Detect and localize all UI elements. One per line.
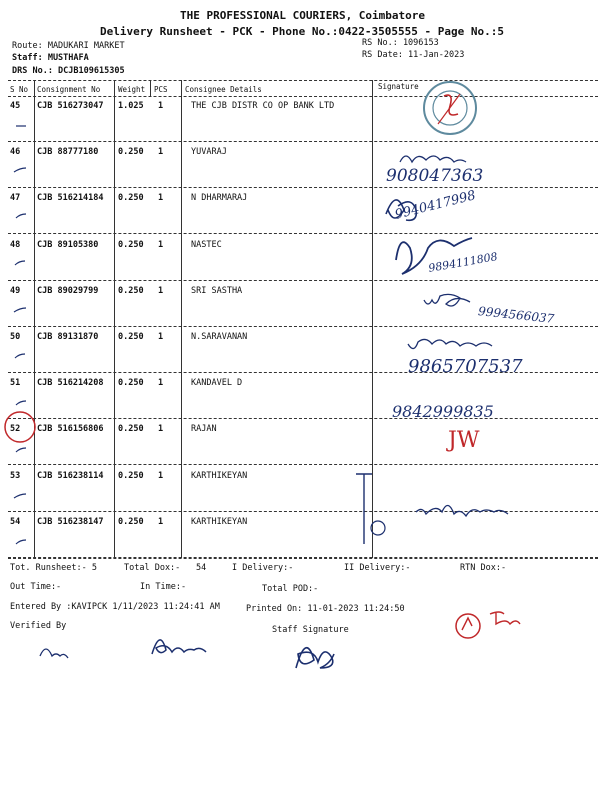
handwritten-phone-50: 9865707537 <box>408 356 523 377</box>
row-pcs: 1 <box>158 471 164 481</box>
total-dox-value: 54 <box>196 563 207 573</box>
row-sno: 54 <box>10 517 21 527</box>
verifier-signature <box>40 649 68 658</box>
row-sno: 51 <box>10 378 21 388</box>
row-sno: 46 <box>10 147 21 157</box>
signature-49 <box>424 294 470 306</box>
row-sno: 47 <box>10 193 21 203</box>
row-sno: 45 <box>10 101 21 111</box>
total-dox-label: Total Dox:- <box>124 563 181 573</box>
runsheet-subtitle: Delivery Runsheet - PCK - Phone No.:0422-3505555 - Page No.:5 <box>100 25 504 38</box>
col-signature: Signature <box>378 82 419 91</box>
row-sno: 53 <box>10 471 21 481</box>
row-consignee: KARTHIKEYAN <box>191 471 248 481</box>
in-time: In Time:- <box>140 582 187 592</box>
row-weight: 0.250 <box>118 332 144 342</box>
row-pcs: 1 <box>158 240 164 250</box>
row-pcs: 1 <box>158 286 164 296</box>
staff-label: Staff: MUSTHAFA <box>12 53 89 63</box>
row-pcs: 1 <box>158 193 164 203</box>
signature-47 <box>386 200 416 220</box>
signature-46 <box>400 156 466 162</box>
handwritten-phone-46: 908047363 <box>386 166 484 186</box>
row-consignee: RAJAN <box>191 424 217 434</box>
tot-runsheet: Tot. Runsheet:- 5 <box>10 563 97 573</box>
ii-delivery: II Delivery:- <box>344 563 411 573</box>
row-pcs: 1 <box>158 147 164 157</box>
total-pod: Total POD:- <box>262 584 319 594</box>
row-consignee: NASTEC <box>191 240 222 250</box>
row-consignment-no: CJB 88777180 <box>37 147 99 157</box>
row-sno: 48 <box>10 240 21 250</box>
col-sno: S No <box>10 85 29 94</box>
row-consignment-no: CJB 516273047 <box>37 101 104 111</box>
row-consignment-no: CJB 516238114 <box>37 471 104 481</box>
company-title: THE PROFESSIONAL COURIERS, Coimbatore <box>180 9 426 22</box>
row-consignment-no: CJB 89105380 <box>37 240 99 250</box>
row-consignment-no: CJB 516214184 <box>37 193 104 203</box>
entered-by: Entered By :KAVIPCK 1/11/2023 11:24:41 AM <box>10 602 220 612</box>
i-delivery: I Delivery:- <box>232 563 294 573</box>
row-consignment-no: CJB 89029799 <box>37 286 99 296</box>
rs-date: RS Date: 11-Jan-2023 <box>362 50 465 60</box>
row-weight: 0.250 <box>118 147 144 157</box>
row-pcs: 1 <box>158 332 164 342</box>
staff-signature-scrawl <box>296 648 334 668</box>
row-consignee: SRI SASTHA <box>191 286 243 296</box>
row-sno: 50 <box>10 332 21 342</box>
row-pcs: 1 <box>158 517 164 527</box>
handwritten-phone-47: 9940417998 <box>393 188 478 223</box>
staff-signature: Staff Signature <box>272 625 349 635</box>
row-consignee: N.SARAVANAN <box>191 332 248 342</box>
col-consignment: Consignment No <box>37 85 101 94</box>
vertical-stroke-mark <box>356 474 372 544</box>
row-consignee: KARTHIKEYAN <box>191 517 248 527</box>
row-weight: 0.250 <box>118 378 144 388</box>
row-consignment-no: CJB 89131870 <box>37 332 99 342</box>
row-consignee: N DHARMARAJ <box>191 193 248 203</box>
col-consignee: Consignee Details <box>185 85 262 94</box>
col-weight: Weight <box>118 85 146 94</box>
rs-number: RS No.: 1096153 <box>362 38 439 48</box>
row-tick-marks <box>14 126 26 544</box>
row-weight: 0.250 <box>118 193 144 203</box>
row-consignee: THE CJB DISTR CO OP BANK LTD <box>191 101 335 111</box>
row-consignee: KANDAVEL D <box>191 378 243 388</box>
signature-54 <box>416 505 508 516</box>
small-circle-mark <box>371 521 385 535</box>
row-consignment-no: CJB 516156806 <box>37 424 104 434</box>
col-pcs: PCS <box>154 85 168 94</box>
row-weight: 0.250 <box>118 424 144 434</box>
bank-stamp-icon <box>424 82 476 134</box>
rtn-dox: RTN Dox:- <box>460 563 507 573</box>
row-weight: 1.025 <box>118 101 144 111</box>
route-label: Route: MADUKARI MARKET <box>12 41 125 51</box>
row-pcs: 1 <box>158 101 164 111</box>
row-sno: 52 <box>10 424 21 434</box>
row-weight: 0.250 <box>118 517 144 527</box>
verified-by: Verified By <box>10 621 67 631</box>
drs-number: DRS No.: DCJB109615305 <box>12 66 125 76</box>
printed-on: Printed On: 11-01-2023 11:24:50 <box>246 604 405 614</box>
signature-50 <box>408 339 492 348</box>
out-time: Out Time:- <box>10 582 62 592</box>
row-consignment-no: CJB 516238147 <box>37 517 104 527</box>
handwritten-phone-51: 9842999835 <box>392 402 494 421</box>
entered-by-signature <box>152 640 206 654</box>
row-pcs: 1 <box>158 424 164 434</box>
row-sno: 49 <box>10 286 21 296</box>
row-consignment-no: CJB 516214208 <box>37 378 104 388</box>
row-weight: 0.250 <box>118 286 144 296</box>
row-weight: 0.250 <box>118 471 144 481</box>
handwritten-phone-48: 9894111808 <box>427 250 499 275</box>
handwritten-initials-52: JW <box>448 428 480 453</box>
red-circle-row-52 <box>5 412 35 442</box>
row-consignee: YUVARAJ <box>191 147 227 157</box>
row-pcs: 1 <box>158 378 164 388</box>
row-weight: 0.250 <box>118 240 144 250</box>
signature-48 <box>396 238 472 274</box>
handwritten-phone-49: 9994566037 <box>477 304 555 326</box>
